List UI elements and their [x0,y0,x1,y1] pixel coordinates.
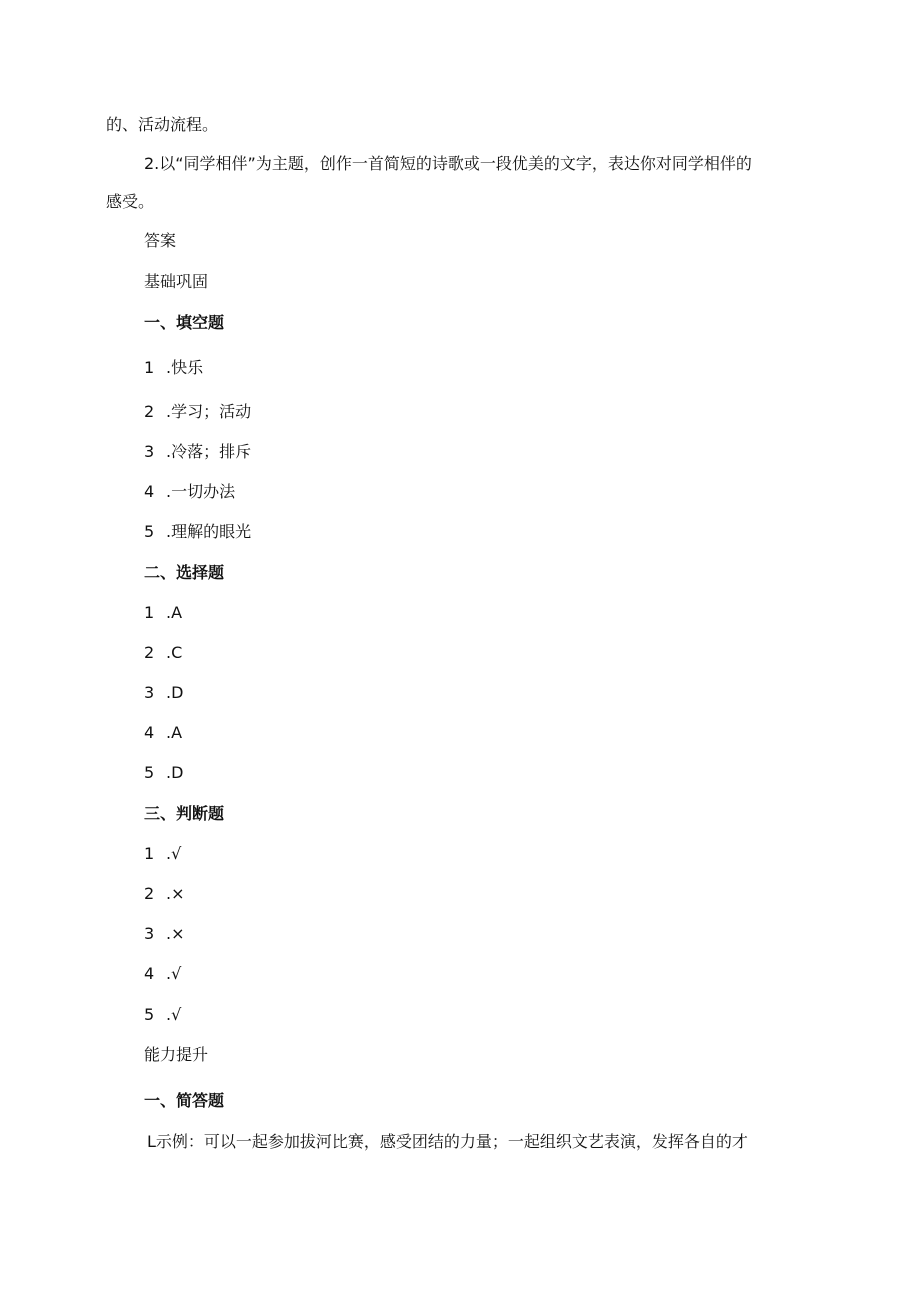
item-answer: .D [166,683,184,702]
list-item [144,923,185,945]
item-answer: .× [166,924,185,943]
list-item [144,642,182,664]
advanced-section-title: 能力提升 [144,1045,209,1064]
list-item [144,762,183,784]
item-answer: .A [166,723,183,742]
list-item [144,682,183,704]
item-number: 1 [144,603,155,622]
list-item [144,357,203,379]
item-answer: .学习；活动 [166,402,252,421]
basic-section-title: 基础巩固 [144,272,209,291]
list-item [144,602,182,624]
list-item [144,401,251,423]
question-2-line-2: 感受。 [106,192,155,211]
judge-heading: 三、判断题 [144,804,225,823]
item-answer: .C [166,643,183,662]
item-answer: .D [166,763,184,782]
item-answer: .一切办法 [166,482,236,501]
question-2-line-1: 2.以“同学相伴”为主题，创作一首简短的诗歌或一段优美的文字，表达你对同学相伴的 [144,154,752,173]
choice-heading: 二、选择题 [144,563,225,582]
item-number: 5 [144,522,155,541]
item-answer: .√ [166,964,182,983]
list-item [144,521,251,543]
item-answer: .快乐 [166,358,204,377]
short-answer-line-1: L示例：可以一起参加拔河比赛，感受团结的力量；一起组织文艺表演，发挥各自的才 [147,1132,748,1151]
item-answer: .A [166,603,183,622]
item-answer: .冷落；排斥 [166,442,252,461]
item-number: 4 [144,723,155,742]
list-item [144,883,185,905]
item-number: 1 [144,358,155,377]
intro-line-1: 的、活动流程。 [106,115,219,134]
item-number: 5 [144,1005,155,1024]
item-number: 2 [144,643,155,662]
item-answer: .× [166,884,185,903]
list-item [144,441,251,463]
item-number: 2 [144,884,155,903]
item-answer: .√ [166,844,182,863]
item-number: 4 [144,482,155,501]
list-item [144,481,235,503]
fill-blank-heading: 一、填空题 [144,313,225,332]
item-number: 3 [144,442,155,461]
item-answer: .√ [166,1005,182,1024]
item-number: 4 [144,964,155,983]
list-item [144,722,182,744]
item-number: 1 [144,844,155,863]
list-item [144,963,181,985]
item-number: 3 [144,924,155,943]
list-item [144,1004,181,1026]
item-number: 3 [144,683,155,702]
item-number: 2 [144,402,155,421]
answers-title: 答案 [144,231,177,250]
list-item [144,843,181,865]
item-answer: .理解的眼光 [166,522,252,541]
short-answer-heading: 一、简答题 [144,1091,225,1110]
item-number: 5 [144,763,155,782]
